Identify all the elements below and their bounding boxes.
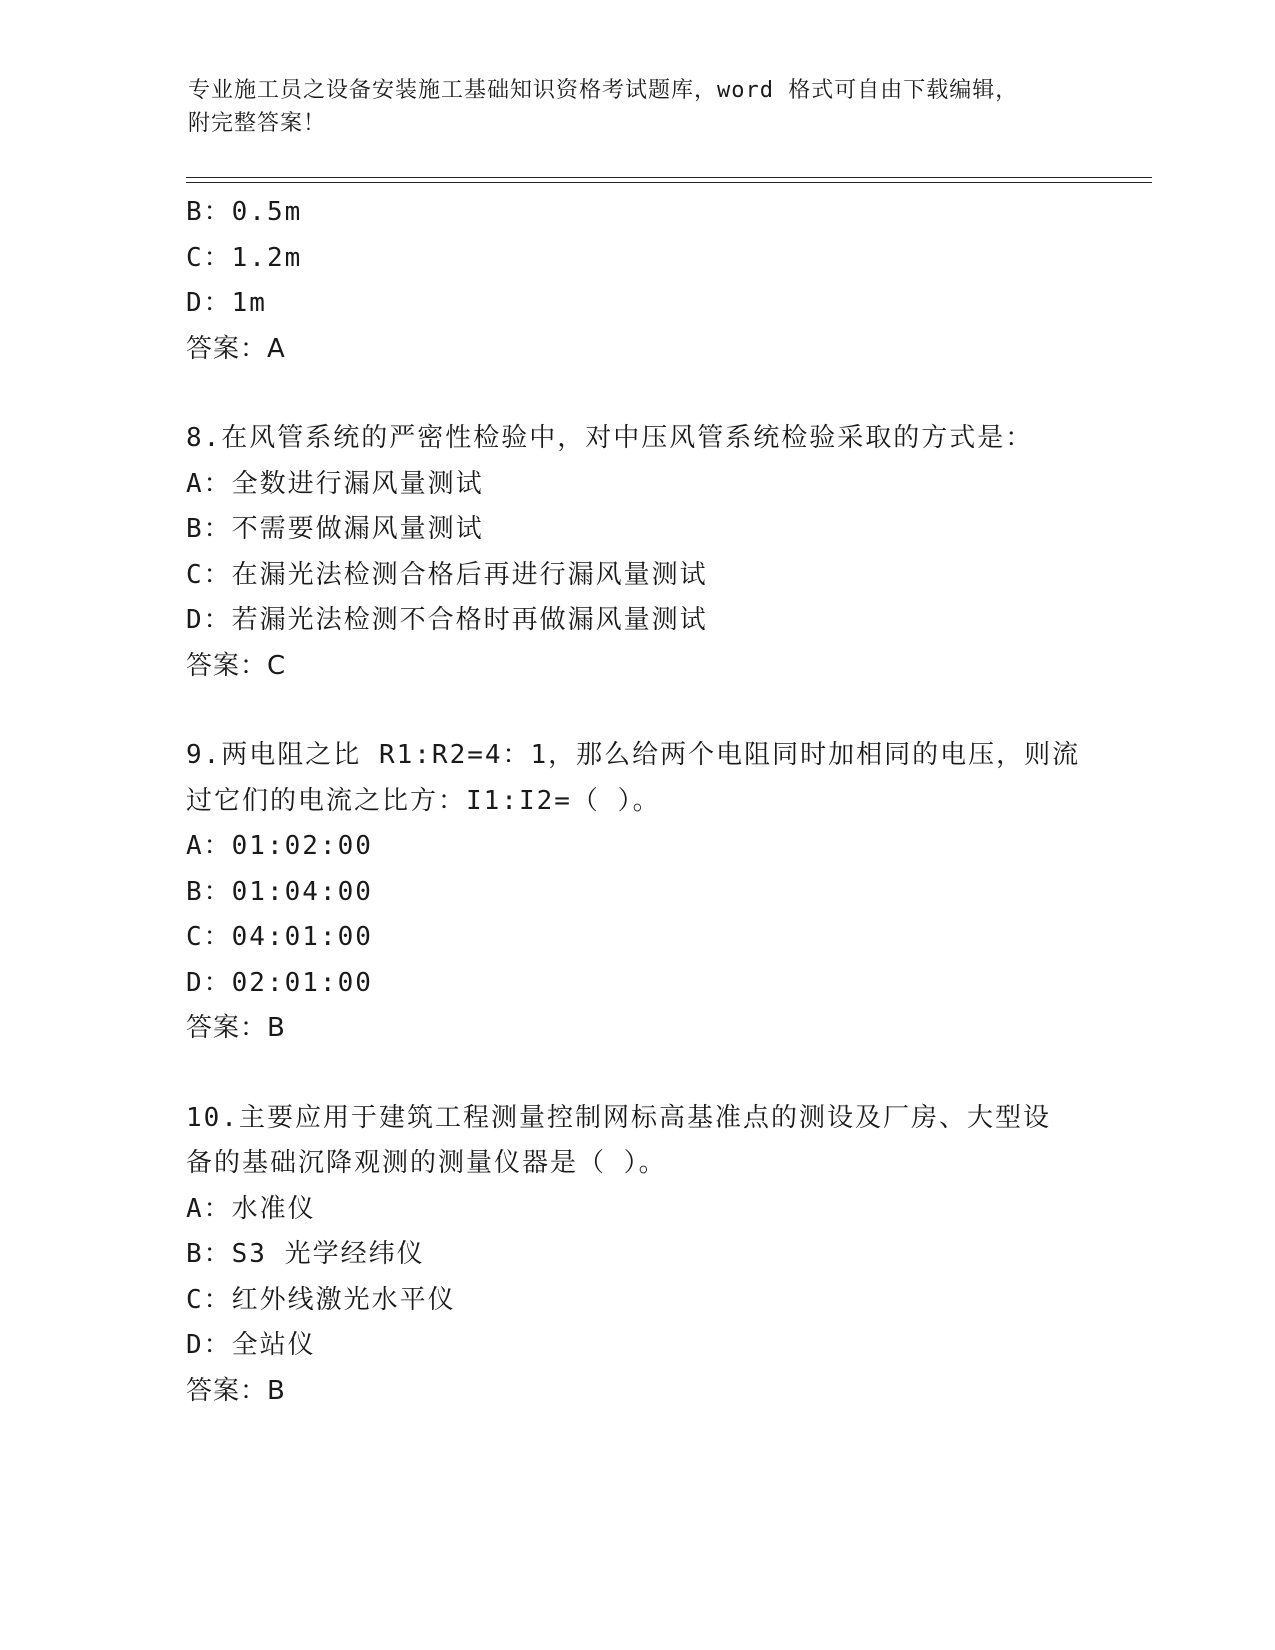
question-8: [186, 416, 1086, 689]
question-10: [186, 1096, 1086, 1415]
spacer: [186, 372, 1086, 416]
answer: 答案：B: [186, 1375, 286, 1406]
option-c: C：红外线激光水平仪: [186, 1284, 456, 1315]
header-line-1: 专业施工员之设备安装施工基础知识资格考试题库，word 格式可自由下载编辑，: [188, 78, 1019, 103]
answer: 答案：B: [186, 1013, 286, 1043]
option-b: B：01:04:00: [186, 876, 373, 907]
option-c: C：04:01:00: [186, 922, 373, 952]
option-c: C：1.2m: [186, 242, 303, 273]
option-d: D：若漏光法检测不合格时再做漏风量测试: [186, 605, 708, 635]
question-9: [186, 733, 1086, 1052]
option-c: C：在漏光法检测合格后再进行漏风量测试: [186, 559, 708, 590]
question-text-line-2: 过它们的电流之比方：I1:I2=（ ）。: [186, 785, 661, 816]
spacer: [186, 1052, 1086, 1096]
question-text-line-1: 9.两电阻之比 R1:R2=4：1，那么给两个电阻同时加相同的电压，则流: [186, 740, 1081, 770]
question-text-line-1: 10.主要应用于建筑工程测量控制网标高基准点的测设及厂房、大型设: [186, 1102, 1051, 1133]
option-b: B：不需要做漏风量测试: [186, 514, 484, 544]
option-a: A：水准仪: [186, 1193, 316, 1224]
answer: 答案：C: [186, 650, 287, 681]
header-divider-bottom: [186, 182, 1152, 183]
question-7: [186, 190, 1086, 372]
header-line-2: 附完整答案！: [188, 111, 327, 136]
question-text-line-2: 备的基础沉降观测的测量仪器是（ ）。: [186, 1148, 667, 1178]
question-text: 8.在风管系统的严密性检验中，对中压风管系统检验采取的方式是：: [186, 423, 1034, 453]
header-divider-top: [186, 177, 1152, 178]
option-a: A：01:02:00: [186, 831, 373, 861]
question-list: [186, 190, 1086, 1414]
option-d: D：1m: [186, 288, 267, 318]
option-a: A：全数进行漏风量测试: [186, 468, 484, 499]
answer: 答案：A: [186, 333, 286, 364]
page-header: [188, 74, 1088, 140]
option-d: D：02:01:00: [186, 967, 373, 998]
spacer: [186, 689, 1086, 733]
option-b: B：0.5m: [186, 197, 303, 227]
option-d: D：全站仪: [186, 1330, 316, 1360]
option-b: B：S3 光学经纬仪: [186, 1239, 425, 1269]
